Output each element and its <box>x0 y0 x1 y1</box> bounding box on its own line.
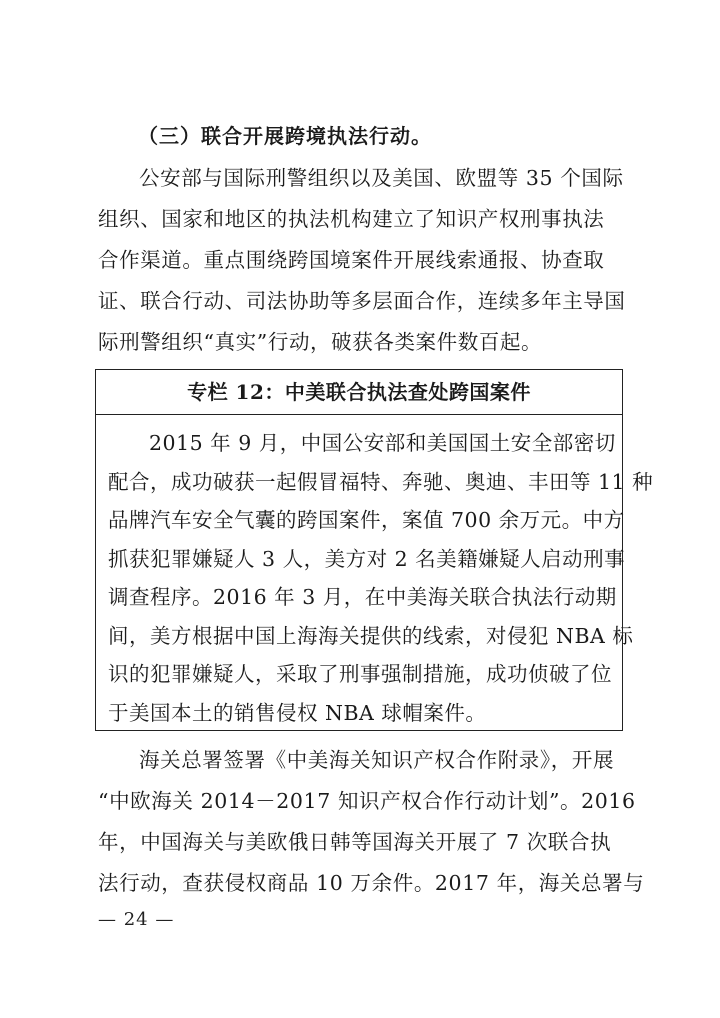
paragraph-2 <box>98 740 645 904</box>
paragraph-1 <box>98 158 628 363</box>
page-number: — 24 — <box>98 909 175 930</box>
column-box-line: 间，美方根据中国上海海关提供的线索，对侵犯 NBA 标 <box>108 623 634 648</box>
section-heading: （三）联合开展跨境执法行动。 <box>138 124 432 148</box>
paragraph-line: 公安部与国际刑警组织以及美国、欧盟等 35 个国际 <box>139 166 624 190</box>
column-box-line: 品牌汽车安全气囊的跨国案件，案值 700 余万元。中方 <box>108 508 625 532</box>
paragraph-line: 组织、国家和地区的执法机构建立了知识产权刑事执法 <box>98 207 605 231</box>
column-box-line: 2015 年 9 月，中国公安部和美国国土安全部密切 <box>149 431 616 455</box>
column-box-body <box>108 424 654 732</box>
column-box <box>95 369 654 731</box>
column-box-line: 于美国本土的销售侵权 NBA 球帽案件。 <box>108 700 487 725</box>
paragraph-line: 际刑警组织“真实”行动，破获各类案件数百起。 <box>98 330 543 354</box>
column-box-line: 调查程序。2016 年 3 月，在中美海关联合执法行动期 <box>108 585 617 609</box>
paragraph-line: 法行动，查获侵权商品 10 万余件。2017 年，海关总署与 <box>98 871 645 895</box>
paragraph-line: 证、联合行动、司法协助等多层面合作，连续多年主导国 <box>98 289 626 313</box>
paragraph-line: 合作渠道。重点围绕跨国境案件开展线索通报、协查取 <box>98 248 605 272</box>
column-box-line: 抓获犯罪嫌疑人 3 人，美方对 2 名美籍嫌疑人启动刑事 <box>108 546 626 571</box>
column-box-title: 专栏 12：中美联合执法查处跨国案件 <box>96 370 622 415</box>
column-box-line: 识的犯罪嫌疑人，采取了刑事强制措施，成功侦破了位 <box>108 662 612 686</box>
paragraph-line: 海关总署签署《中美海关知识产权合作附录》，开展 <box>139 748 615 772</box>
paragraph-line: 年，中国海关与美欧俄日韩等国海关开展了 7 次联合执 <box>98 830 612 854</box>
column-box-line: 配合，成功破获一起假冒福特、奔驰、奥迪、丰田等 11 种 <box>108 469 654 494</box>
paragraph-line: “中欧海关 2014－2017 知识产权合作行动计划”。2016 <box>98 789 636 813</box>
